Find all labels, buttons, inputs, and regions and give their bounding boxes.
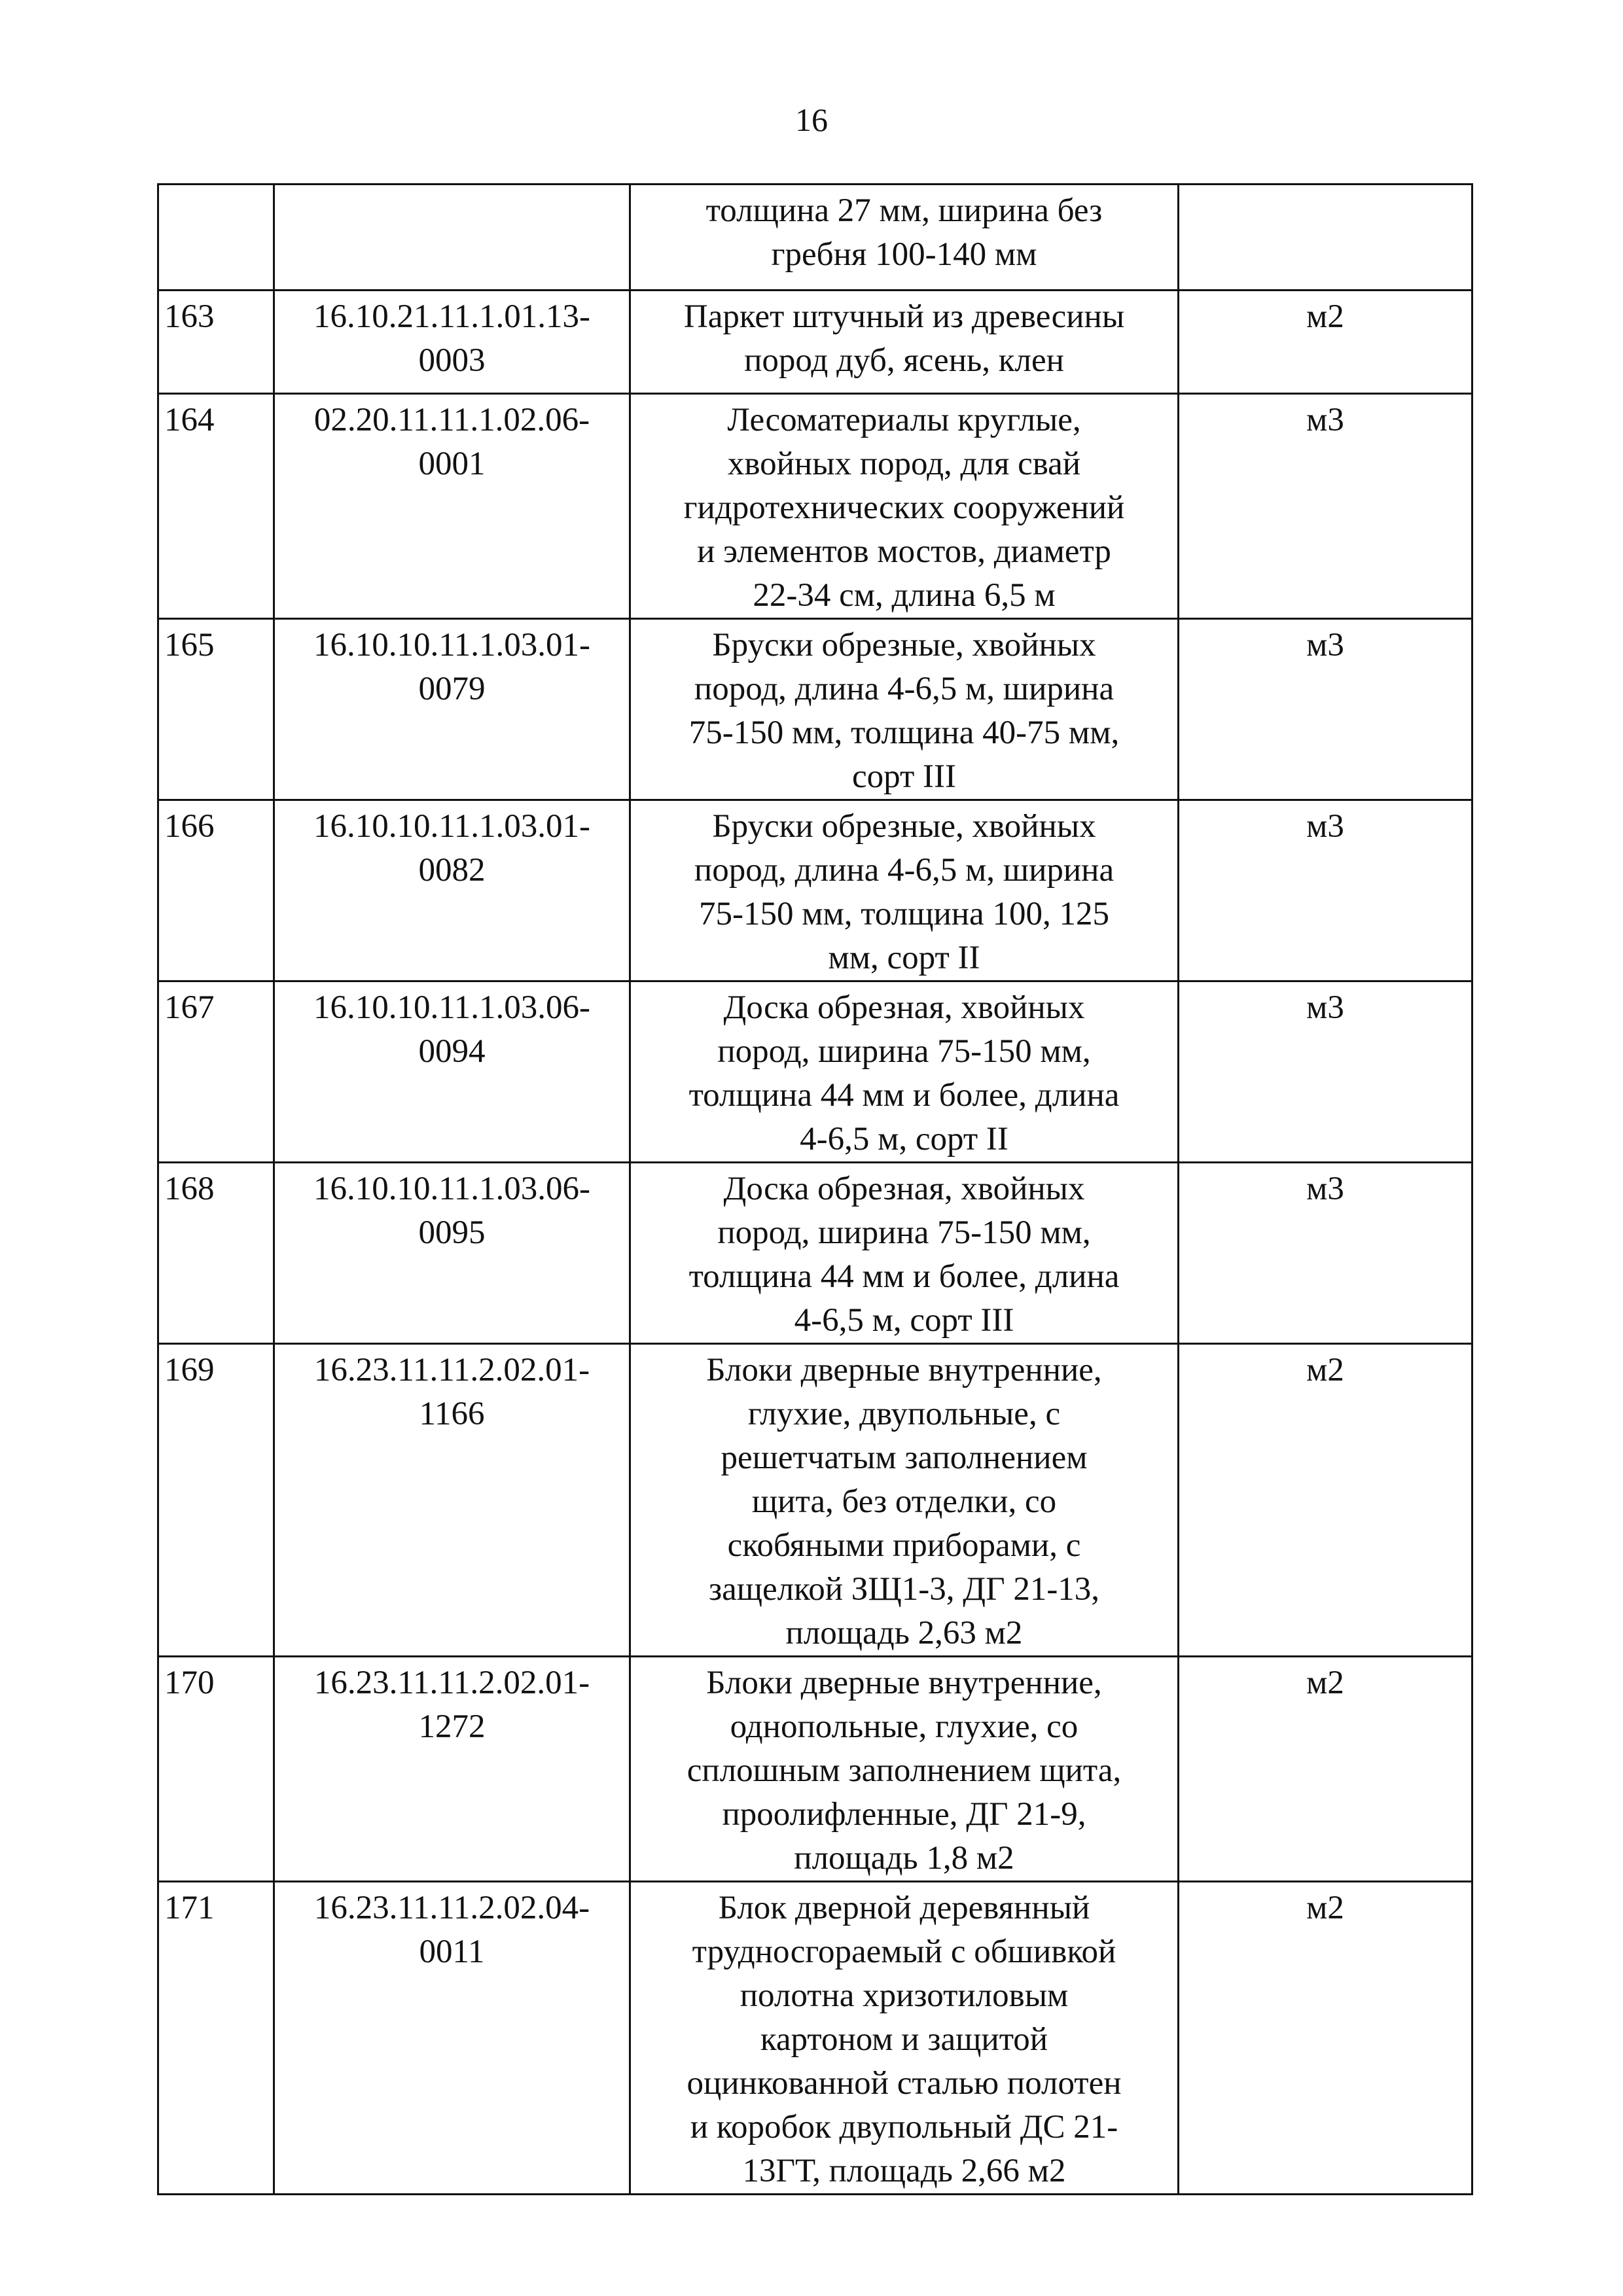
resource-name-line: 22-34 см, длина 6,5 м bbox=[753, 577, 1056, 614]
resource-code-line: 0082 bbox=[418, 852, 486, 889]
resource-code-cell bbox=[274, 1163, 630, 1344]
row-number-cell: 171 bbox=[158, 1882, 274, 2195]
unit-cell: м3 bbox=[1179, 981, 1472, 1163]
resource-name-line: решетчатым заполнением bbox=[721, 1439, 1088, 1476]
resource-name-line: пород, длина 4-6,5 м, ширина bbox=[694, 852, 1115, 889]
resource-name-cell bbox=[630, 1163, 1179, 1344]
table-row bbox=[158, 1163, 1472, 1344]
resource-name-cell bbox=[630, 800, 1179, 981]
row-number-cell: 170 bbox=[158, 1657, 274, 1882]
resource-name-cell bbox=[630, 981, 1179, 1163]
row-number-cell: 164 bbox=[158, 394, 274, 619]
resource-name-line: хвойных пород, для свай bbox=[727, 446, 1081, 482]
resource-name-line: гребня 100-140 мм bbox=[771, 236, 1037, 273]
resource-name-line: проолифленные, ДГ 21-9, bbox=[722, 1796, 1086, 1833]
resource-name-line: толщина 44 мм и более, длина bbox=[688, 1077, 1120, 1114]
resource-code-line: 0011 bbox=[419, 1934, 485, 1970]
resource-name-line: Блок дверной деревянный bbox=[718, 1890, 1090, 1926]
row-number-cell: 167 bbox=[158, 981, 274, 1163]
resource-name-line: гидротехнических сооружений bbox=[683, 489, 1125, 526]
unit-cell bbox=[1179, 185, 1472, 291]
table-row bbox=[158, 394, 1472, 619]
resource-code-line: 0003 bbox=[418, 342, 486, 379]
resource-name-line: пород дуб, ясень, клен bbox=[744, 342, 1064, 379]
resource-name-cell bbox=[630, 619, 1179, 800]
table-row bbox=[158, 291, 1472, 394]
table-row bbox=[158, 1882, 1472, 2195]
resource-name-line: полотна хризотиловым bbox=[740, 1977, 1069, 2014]
table-row bbox=[158, 619, 1472, 800]
resource-name-cell bbox=[630, 1882, 1179, 2195]
resource-name-line: пород, длина 4-6,5 м, ширина bbox=[694, 671, 1115, 707]
resource-name-line: защелкой ЗЩ1-3, ДГ 21-13, bbox=[708, 1571, 1100, 1608]
resource-name-line: Доска обрезная, хвойных bbox=[723, 989, 1085, 1026]
table-row bbox=[158, 800, 1472, 981]
table-row bbox=[158, 1344, 1472, 1657]
resource-name-line: Блоки дверные внутренние, bbox=[706, 1665, 1102, 1701]
row-number-cell bbox=[158, 185, 274, 291]
resource-code-line: 02.20.11.11.1.02.06- bbox=[313, 402, 590, 438]
row-number-cell: 165 bbox=[158, 619, 274, 800]
resource-name-line: 13ГТ, площадь 2,66 м2 bbox=[742, 2153, 1066, 2189]
resource-name-line: мм, сорт II bbox=[828, 940, 980, 976]
resource-code-cell bbox=[274, 619, 630, 800]
resource-name-line: площадь 1,8 м2 bbox=[794, 1840, 1014, 1877]
resource-name-line: сорт III bbox=[852, 758, 956, 795]
resource-name-line: глухие, двупольные, с bbox=[747, 1396, 1061, 1432]
resource-name-line: щита, без отделки, со bbox=[751, 1483, 1057, 1520]
resource-code-line: 16.10.10.11.1.03.01- bbox=[313, 627, 591, 663]
unit-cell: м3 bbox=[1179, 800, 1472, 981]
resource-name-line: 75-150 мм, толщина 40-75 мм, bbox=[688, 715, 1120, 751]
resource-code-line: 16.23.11.11.2.02.01- bbox=[313, 1665, 590, 1701]
resource-code-cell bbox=[274, 981, 630, 1163]
resource-code-line: 16.23.11.11.2.02.01- bbox=[313, 1352, 590, 1388]
table-row bbox=[158, 981, 1472, 1163]
unit-cell: м3 bbox=[1179, 619, 1472, 800]
resource-name-line: 75-150 мм, толщина 100, 125 bbox=[699, 896, 1109, 932]
resource-name-line: 4-6,5 м, сорт II bbox=[800, 1121, 1008, 1157]
resource-name-line: 4-6,5 м, сорт III bbox=[794, 1302, 1014, 1339]
resource-code-line: 0094 bbox=[418, 1033, 486, 1070]
page-number: 16 bbox=[795, 101, 828, 138]
unit-cell: м3 bbox=[1179, 394, 1472, 619]
resource-name-cell bbox=[630, 1657, 1179, 1882]
resource-code-line: 0079 bbox=[418, 671, 486, 707]
resource-name-line: сплошным заполнением щита, bbox=[687, 1752, 1122, 1789]
resource-code-cell bbox=[274, 291, 630, 394]
resource-name-line: пород, ширина 75-150 мм, bbox=[717, 1033, 1091, 1070]
resource-code-line: 16.10.10.11.1.03.06- bbox=[313, 1171, 591, 1207]
materials-table-body bbox=[158, 185, 1472, 2195]
resource-code-line: 1166 bbox=[419, 1396, 485, 1432]
resource-code-cell bbox=[274, 1882, 630, 2195]
resource-name-line: и элементов мостов, диаметр bbox=[697, 533, 1111, 570]
resource-code-line: 0095 bbox=[418, 1214, 486, 1251]
table-row bbox=[158, 1657, 1472, 1882]
row-number-cell: 163 bbox=[158, 291, 274, 394]
resource-code-line: 16.23.11.11.2.02.04- bbox=[313, 1890, 590, 1926]
resource-name-line: Бруски обрезные, хвойных bbox=[712, 808, 1096, 845]
unit-cell: м2 bbox=[1179, 1344, 1472, 1657]
resource-name-line: толщина 27 мм, ширина без bbox=[705, 192, 1103, 229]
resource-name-line: скобяными приборами, с bbox=[727, 1527, 1081, 1564]
resource-name-cell bbox=[630, 394, 1179, 619]
resource-name-line: оцинкованной сталью полотен bbox=[687, 2065, 1122, 2102]
resource-name-cell bbox=[630, 291, 1179, 394]
resource-code-cell bbox=[274, 185, 630, 291]
resource-code-cell bbox=[274, 1344, 630, 1657]
resource-code-cell bbox=[274, 394, 630, 619]
resource-code-line: 16.10.10.11.1.03.06- bbox=[313, 989, 591, 1026]
unit-cell: м2 bbox=[1179, 1657, 1472, 1882]
resource-name-line: Лесоматериалы круглые, bbox=[727, 402, 1081, 438]
resource-code-line: 0001 bbox=[418, 446, 486, 482]
resource-name-line: Паркет штучный из древесины bbox=[683, 298, 1125, 335]
resource-code-line: 1272 bbox=[418, 1708, 486, 1745]
row-number-cell: 166 bbox=[158, 800, 274, 981]
resource-name-cell bbox=[630, 1344, 1179, 1657]
resource-name-line: толщина 44 мм и более, длина bbox=[688, 1258, 1120, 1295]
resource-code-cell bbox=[274, 1657, 630, 1882]
resource-name-line: однопольные, глухие, со bbox=[730, 1708, 1079, 1745]
resource-name-cell bbox=[630, 185, 1179, 291]
unit-cell: м2 bbox=[1179, 1882, 1472, 2195]
unit-cell: м2 bbox=[1179, 291, 1472, 394]
resource-code-line: 16.10.10.11.1.03.01- bbox=[313, 808, 591, 845]
resource-code-line: 16.10.21.11.1.01.13- bbox=[313, 298, 591, 335]
resource-name-line: Доска обрезная, хвойных bbox=[723, 1171, 1085, 1207]
row-number-cell: 169 bbox=[158, 1344, 274, 1657]
table-row bbox=[158, 185, 1472, 291]
row-number-cell: 168 bbox=[158, 1163, 274, 1344]
materials-table bbox=[157, 183, 1473, 2195]
resource-name-line: пород, ширина 75-150 мм, bbox=[717, 1214, 1091, 1251]
resource-name-line: площадь 2,63 м2 bbox=[785, 1615, 1023, 1651]
resource-name-line: Бруски обрезные, хвойных bbox=[712, 627, 1096, 663]
resource-code-cell bbox=[274, 800, 630, 981]
resource-name-line: трудносгораемый с обшивкой bbox=[692, 1934, 1116, 1970]
resource-name-line: Блоки дверные внутренние, bbox=[706, 1352, 1102, 1388]
resource-name-line: и коробок двупольный ДС 21- bbox=[690, 2109, 1118, 2146]
resource-name-line: картоном и защитой bbox=[760, 2021, 1048, 2058]
unit-cell: м3 bbox=[1179, 1163, 1472, 1344]
